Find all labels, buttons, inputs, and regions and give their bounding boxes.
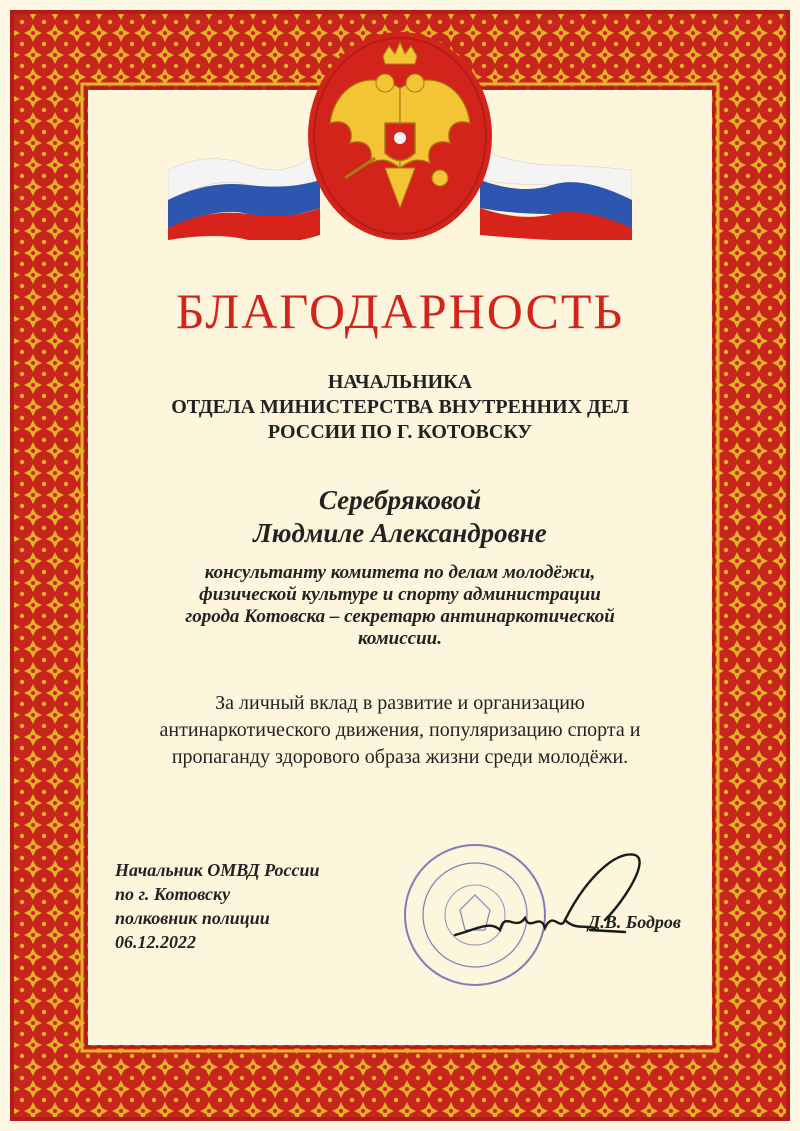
issuer-line: РОССИИ ПО Г. КОТОВСКУ (267, 421, 533, 443)
position-line: города Котовска – секретарю антинаркотической (185, 606, 615, 627)
issuer-line: ОТДЕЛА МИНИСТЕРСТВА ВНУТРЕННИХ ДЕЛ (171, 396, 629, 418)
position-line: консультанту комитета по делам молодёжи, (204, 562, 596, 583)
signature-block (115, 858, 320, 954)
position-line: комиссии. (357, 628, 442, 649)
signer-title-line: Начальник ОМВД России (115, 860, 320, 880)
issuer-line: НАЧАЛЬНИКА (327, 371, 473, 393)
signer-name: Д.В. Бодров (588, 912, 681, 932)
reason-line: антинаркотического движения, популяризацию спорта и (159, 719, 641, 741)
reason-line: пропаганду здорового образа жизни среди молодёжи. (171, 746, 629, 768)
russian-flag-icon (480, 130, 632, 240)
recipient-position (0, 562, 800, 650)
reason-line: За личный вклад в развитие и организацию (215, 692, 585, 714)
recipient-given-names: Людмиле Александровне (253, 518, 547, 548)
russian-coat-of-arms-icon (305, 28, 495, 243)
russian-flag-icon (168, 130, 320, 240)
recipient-surname: Серебряковой (318, 485, 482, 515)
position-line: физической культуре и спорту администрации (199, 584, 601, 605)
handwritten-signature (415, 840, 705, 960)
signer-title-line: по г. Котовску (115, 884, 231, 904)
document-date: 06.12.2022 (115, 932, 196, 952)
award-reason (0, 690, 800, 771)
document-title: БЛАГОДАРНОСТЬ (175, 283, 625, 339)
recipient-name (0, 484, 800, 550)
signer-title-line: полковник полиции (115, 908, 270, 928)
issuer-heading (0, 370, 800, 445)
